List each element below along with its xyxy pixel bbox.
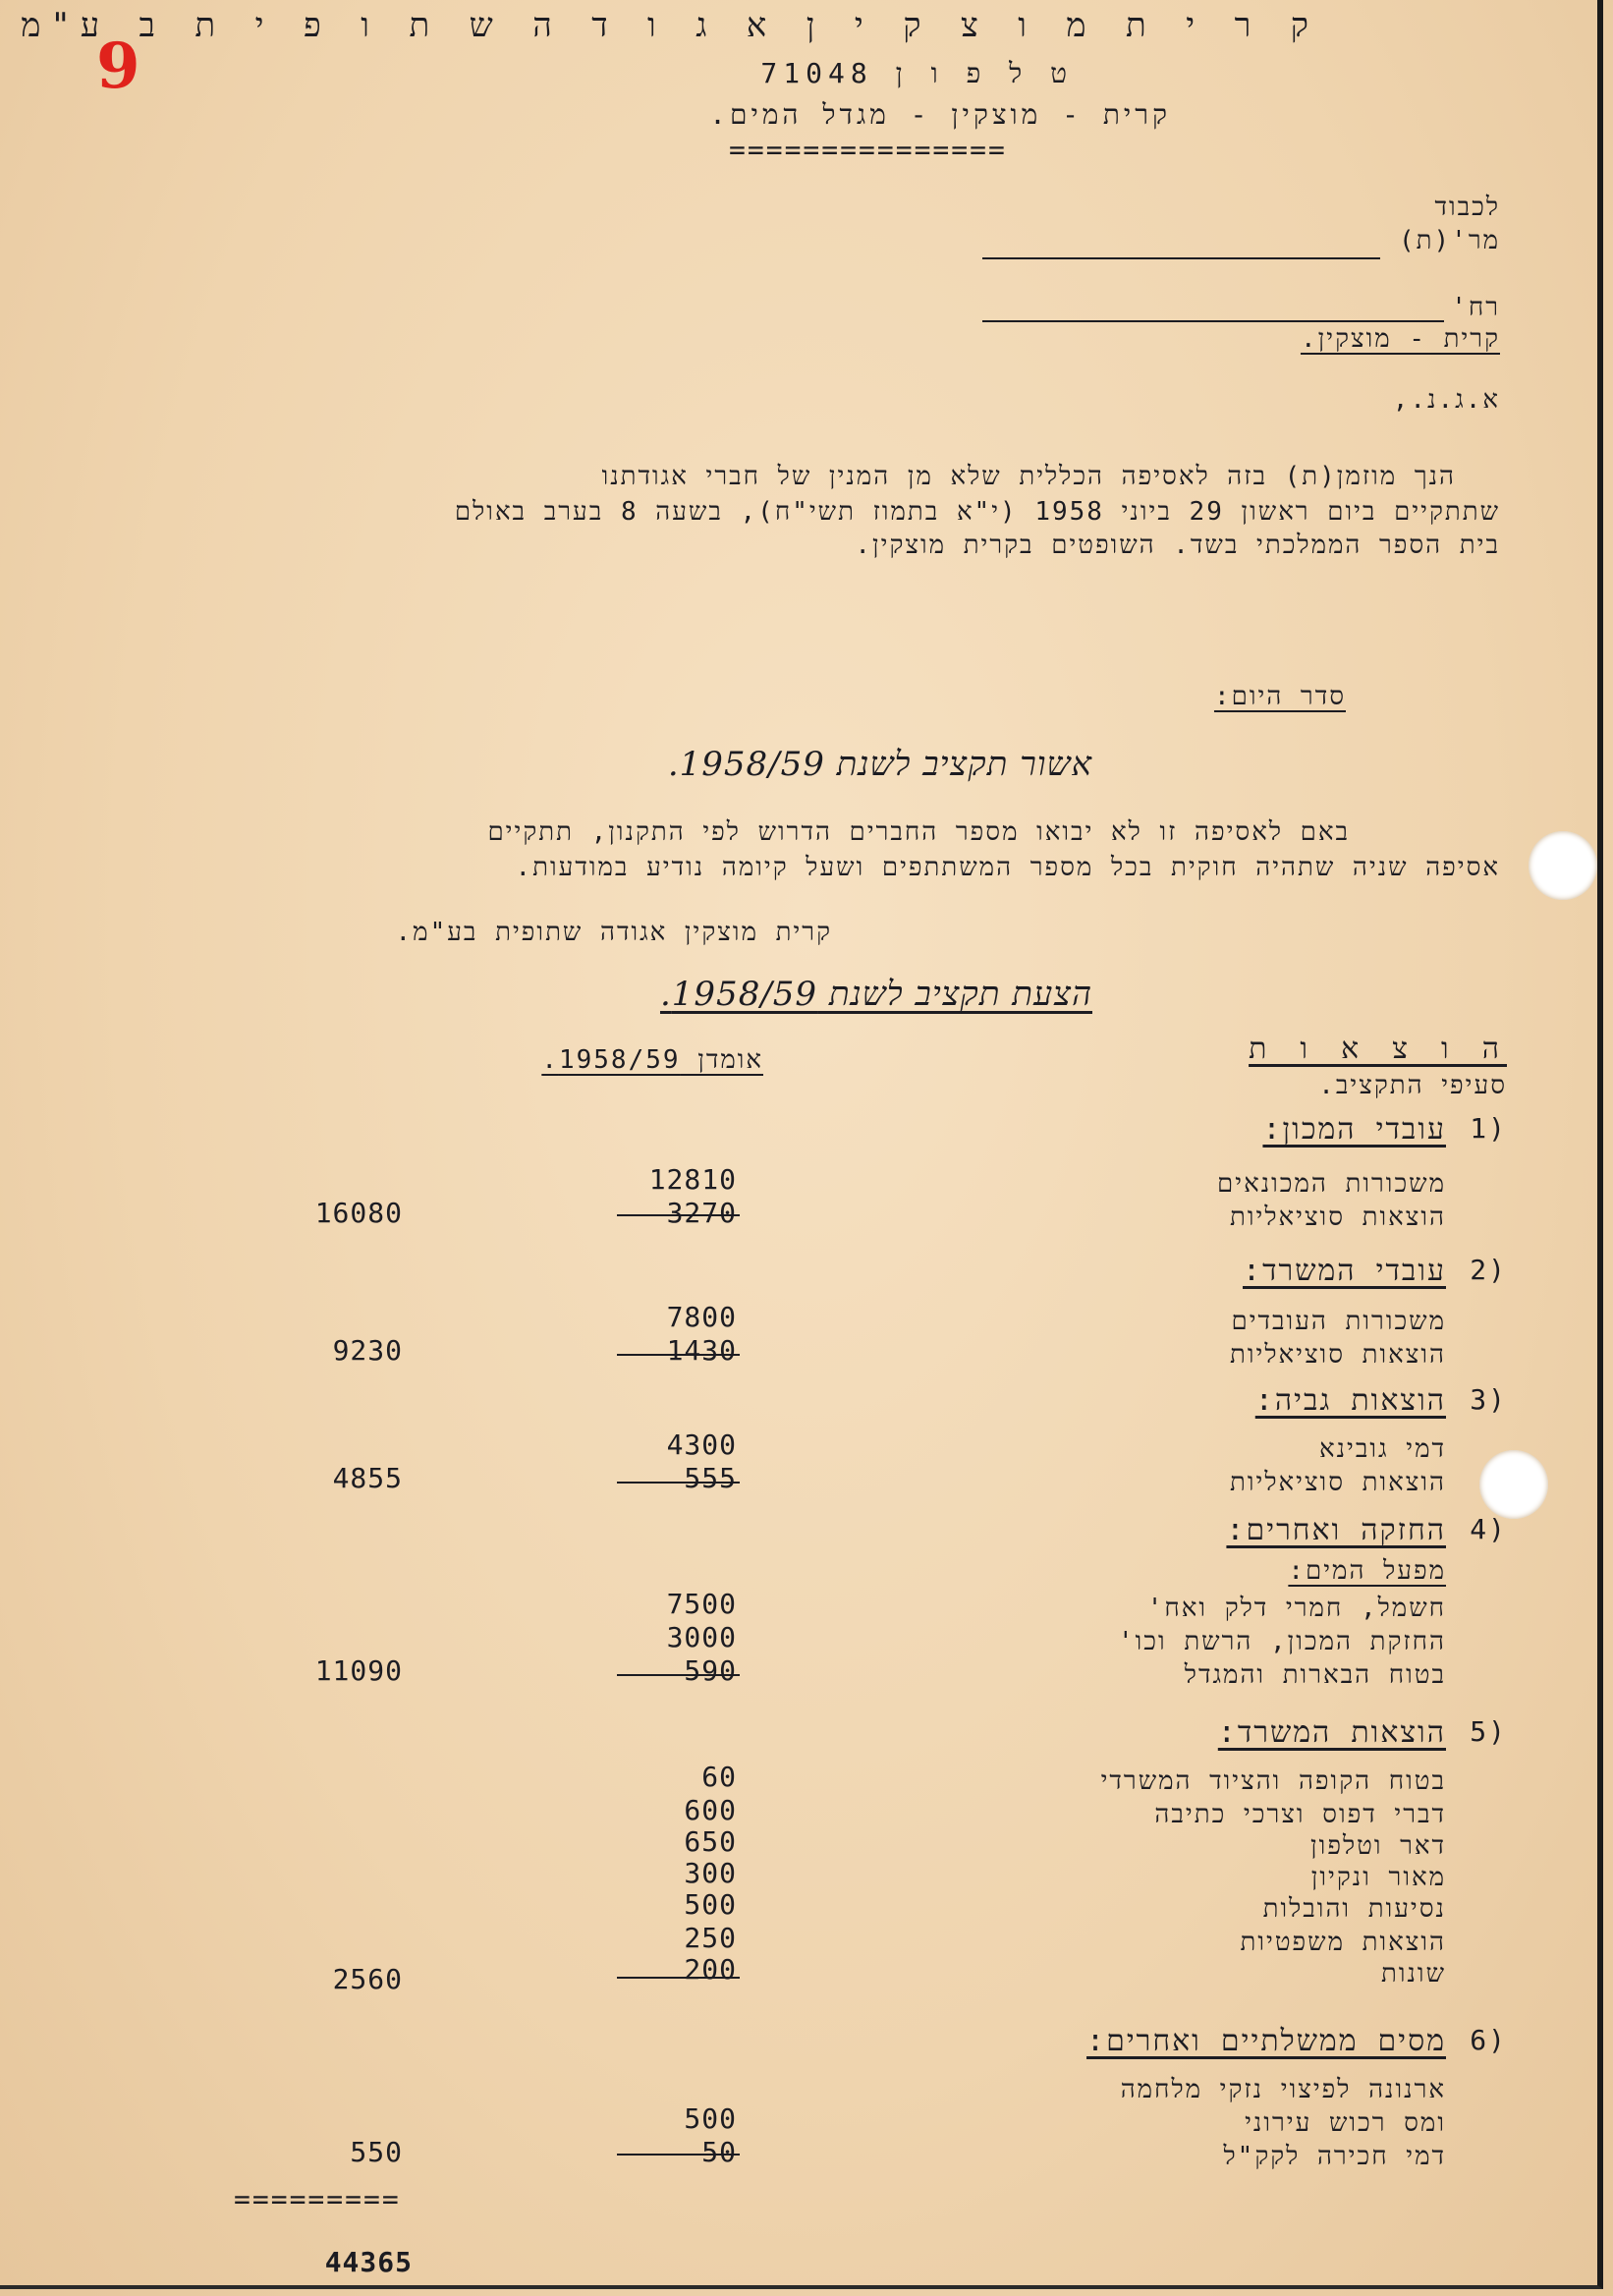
- line-item-label: החזקת המכון, הרשת וכו': [1118, 1627, 1446, 1656]
- section-total: 16080: [314, 1197, 403, 1229]
- budget-items-label: סעיפי התקציב.: [1318, 1071, 1507, 1100]
- line-item-label: שונות: [1380, 1959, 1446, 1988]
- binder-hole-bottom: [1479, 1450, 1548, 1519]
- line-item-amount: 590: [684, 1654, 737, 1687]
- greeting: א.ג.נ.,: [1392, 385, 1500, 415]
- line-item-amount: 50: [701, 2136, 737, 2168]
- line-item-amount: 500: [684, 1888, 737, 1921]
- line-item-amount: 12810: [648, 1163, 737, 1196]
- line-item-amount: 3000: [666, 1621, 737, 1653]
- section-total: 11090: [314, 1654, 403, 1687]
- line-item-amount: 3270: [666, 1197, 737, 1229]
- line-item-label: דאר וטלפון: [1310, 1831, 1446, 1861]
- invitation-line-1: הנך מוזמן(ת) בזה לאסיפה הכללית שלא מן המנין של חברי אגודתנו: [601, 462, 1456, 491]
- org-name: ק ר י ת מ ו צ ק י ן א ג ו ד ה ש ת ו פ י ת ב ע"מ: [21, 6, 1318, 45]
- line-item-label: הוצאות סוציאליות: [1230, 1340, 1446, 1370]
- binder-hole-top: [1529, 831, 1597, 900]
- section-number: 2): [1470, 1254, 1507, 1286]
- amount-underline: [617, 2154, 740, 2156]
- quorum-line-1: באם לאסיפה זו לא יבואו מספר החברים הדרוש לפי התקנון, תתקיים: [487, 817, 1350, 847]
- section-number: 1): [1470, 1112, 1507, 1145]
- invitation-line-3: בית הספר הממלכתי בשד. השופטים בקרית מוצקין.: [855, 531, 1500, 560]
- line-item-label: הוצאות סוציאליות: [1230, 1468, 1446, 1497]
- line-item-amount: 7500: [666, 1588, 737, 1620]
- recipient-to: לכבוד: [1434, 193, 1500, 222]
- section-total: 9230: [332, 1334, 403, 1367]
- line-item-label: הוצאות סוציאליות: [1230, 1203, 1446, 1232]
- section-title: עובדי המשרד:: [1243, 1254, 1446, 1288]
- recipient-mr: מר'(ת): [1399, 226, 1500, 255]
- section-number: 4): [1470, 1513, 1507, 1545]
- section-subtitle: מפעל המים:: [1288, 1556, 1446, 1586]
- section-number: 5): [1470, 1715, 1507, 1748]
- line-item-amount: 650: [684, 1825, 737, 1858]
- amount-underline: [617, 1354, 740, 1356]
- line-item-label: דברי דפוס וצרכי כתיבה: [1154, 1800, 1446, 1829]
- line-item-amount: 60: [701, 1761, 737, 1793]
- amount-underline: [617, 1214, 740, 1216]
- line-item-label: משכורות המכונאים: [1217, 1169, 1446, 1199]
- agenda-label: סדר היום:: [1213, 682, 1346, 711]
- line-item-label: דמי חכירה לקק"ל: [1223, 2142, 1446, 2171]
- recipient-street: רח': [1451, 293, 1500, 322]
- amount-underline: [617, 1977, 740, 1979]
- section-title: החזקה ואחרים:: [1226, 1513, 1446, 1547]
- line-item-label: מאור ונקיון: [1310, 1863, 1446, 1892]
- line-item-amount: 555: [684, 1462, 737, 1494]
- section-total: 550: [350, 2136, 403, 2168]
- agenda-item: אשור תקציב לשנת 1958/59.: [667, 745, 1092, 784]
- line-item-amount: 250: [684, 1922, 737, 1954]
- line-item-label: נסיעות והובלות: [1262, 1894, 1446, 1924]
- org-phone: ט ל פ ו ן 71048: [760, 57, 1073, 89]
- amount-underline: [617, 1674, 740, 1676]
- line-item-amount: 4300: [666, 1428, 737, 1461]
- line-item-label: משכורות העובדים: [1231, 1307, 1446, 1336]
- line-item-amount: 300: [684, 1857, 737, 1889]
- page-number: 9: [96, 29, 140, 103]
- line-item-label: בטוח הבארות והמגדל: [1184, 1660, 1446, 1690]
- recipient-name-line: [982, 257, 1380, 259]
- recipient-street-line: [982, 320, 1444, 322]
- line-item-amount: 600: [684, 1794, 737, 1826]
- line-item-amount: 500: [684, 2102, 737, 2135]
- section-title: מסים ממשלתיים ואחרים:: [1086, 2024, 1446, 2058]
- section-title: עובדי המכון:: [1262, 1112, 1446, 1147]
- section-number: 6): [1470, 2024, 1507, 2056]
- recipient-city: קרית - מוצקין.: [1300, 324, 1500, 354]
- org-address: קרית - מוצקין - מגדל המים.: [709, 98, 1171, 131]
- line-item-amount: 200: [684, 1953, 737, 1986]
- line-item-label: ארנונה לפיצוי נזקי מלחמה: [1120, 2075, 1446, 2104]
- section-number: 3): [1470, 1383, 1507, 1416]
- line-item-amount: 7800: [666, 1301, 737, 1333]
- grand-total: 44365: [324, 2246, 413, 2278]
- section-total: 2560: [332, 1963, 403, 1995]
- line-item-amount: 1430: [666, 1334, 737, 1367]
- line-item-label: בטוח הקופה והציוד המשרדי: [1100, 1766, 1446, 1796]
- org-signature: קרית מוצקין אגודה שתופית בע"מ.: [395, 918, 832, 947]
- section-title: הוצאות גביה:: [1254, 1383, 1446, 1418]
- line-item-label: הוצאות משפטיות: [1240, 1928, 1446, 1957]
- proposal-title: הצעת תקציב לשנת 1958/59.: [659, 975, 1092, 1014]
- header-rule: ===============: [729, 134, 1007, 166]
- invitation-line-2: שתתקיים ביום ראשון 29 ביוני 1958 (י"א בתמוז תשי"ח), בשעה 8 בערב באולם: [454, 497, 1500, 527]
- line-item-label: חשמל, חמרי דלק ואח': [1146, 1594, 1446, 1623]
- estimate-header: אומדן 1958/59.: [541, 1045, 763, 1075]
- section-total: 4855: [332, 1462, 403, 1494]
- line-item-label: ומס רכוש עירוני: [1245, 2108, 1446, 2138]
- expenses-title: ה ו צ א ו ת: [1249, 1032, 1507, 1066]
- amount-underline: [617, 1482, 740, 1484]
- quorum-line-2: אסיפה שניה שתהיה חוקית בכל מספר המשתתפים ושעל קיומה נודיע במודעות.: [515, 853, 1500, 882]
- line-item-label: דמי גובינא: [1318, 1434, 1446, 1464]
- total-rule: =========: [234, 2183, 401, 2215]
- section-title: הוצאות המשרד:: [1217, 1715, 1446, 1750]
